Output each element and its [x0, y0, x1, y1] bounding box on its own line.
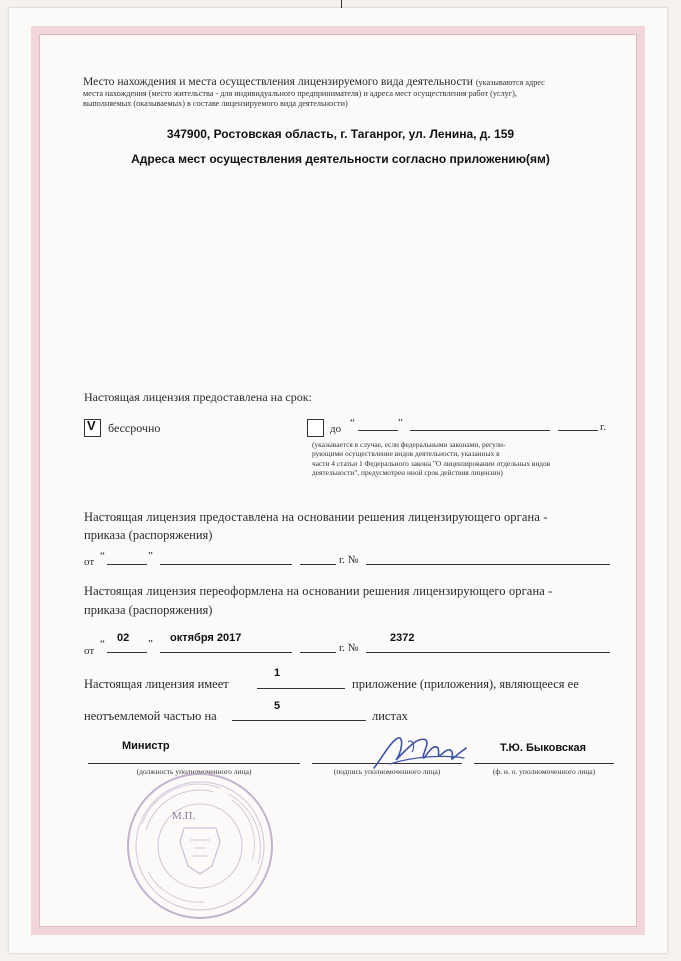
reissue-close-quote: ” [148, 638, 153, 650]
grant-basis-line-2: приказа (распоряжения) [84, 528, 213, 542]
position-line [88, 763, 300, 764]
grant-number-line [366, 564, 610, 565]
grant-close-quote: ” [148, 550, 153, 562]
name-line [474, 763, 614, 764]
signatory-position: Министр [122, 740, 170, 752]
appendix-text-2: приложение (приложения), являющееся ее [352, 677, 579, 691]
appendix-text-3: неотъемлемой частью на [84, 709, 217, 723]
reissue-from-label: от [84, 645, 95, 657]
reissue-month-year: октября 2017 [170, 632, 242, 644]
until-checkbox[interactable] [307, 419, 324, 437]
grant-from-label: от [84, 556, 95, 568]
appendix-count: 1 [274, 667, 281, 679]
term-note [312, 440, 550, 477]
until-month-line [410, 430, 550, 431]
until-day-line [358, 430, 398, 431]
until-year-line [558, 430, 598, 431]
until-year-suffix: г. [600, 421, 607, 433]
indefinite-checkbox[interactable] [84, 419, 101, 437]
term-note-line: рующими осуществление видов деятельности, указанных в [312, 449, 500, 459]
appendix-sheets: 5 [274, 700, 281, 712]
reissue-day: 02 [117, 632, 130, 644]
activity-places: Адреса мест осуществления деятельности согласно приложению(ям) [131, 152, 550, 166]
signature-caption: (подпись уполномоченного лица) [333, 767, 441, 776]
signatory-name: Т.Ю. Быковская [500, 742, 587, 754]
header-line-1 [83, 75, 545, 88]
reissue-day-line [107, 652, 147, 653]
term-note-line: деятельности", предусмотрен иной срок действия лицензии) [312, 467, 503, 477]
grant-open-quote: “ [100, 550, 105, 562]
reissue-open-quote: “ [100, 638, 105, 650]
until-label: до [330, 423, 342, 435]
reissue-number: 2372 [390, 632, 415, 644]
appendix-text-1: Настоящая лицензия имеет [84, 677, 229, 691]
reissue-month-line [160, 652, 292, 653]
header-note: (указываются адрес [475, 78, 545, 87]
header-line-2: места нахождения (место жительства - для индивидуального предпринимателя) и адреса мест осуществления работ (услуг), [83, 89, 517, 98]
reissue-year-line [300, 652, 336, 653]
reissue-number-label: г. № [339, 642, 359, 654]
name-caption: (ф. и. о. уполномоченного лица) [492, 767, 596, 776]
grant-year-line [300, 564, 336, 565]
license-address: 347900, Ростовская область, г. Таганрог, ул. Ленина, д. 159 [166, 127, 515, 141]
grant-day-line [107, 564, 147, 565]
reissue-basis-line-2: приказа (распоряжения) [84, 603, 213, 617]
until-open-quote: “ [350, 417, 355, 429]
license-page [9, 8, 667, 953]
header-title: Место нахождения и места осуществления лицензируемого вида деятельности [83, 75, 473, 88]
grant-month-line [160, 564, 292, 565]
official-seal-icon [124, 770, 276, 922]
until-close-quote: ” [398, 417, 403, 429]
seal-label: М.П. [172, 810, 196, 822]
check-mark-icon: V [87, 418, 96, 433]
position-caption: (должность уполномоченного лица) [136, 767, 252, 776]
indefinite-label: бессрочно [108, 421, 161, 435]
term-heading: Настоящая лицензия предоставлена на срок: [84, 390, 312, 404]
grant-basis-line-1: Настоящая лицензия предоставлена на основании решения лицензирующего органа - [84, 510, 548, 524]
grant-number-label: г. № [339, 554, 359, 566]
appendix-sheets-line [232, 720, 366, 721]
term-note-line: части 4 статьи 1 Федерального закона "О лицензировании отдельных видов [312, 458, 551, 468]
appendix-count-line [257, 688, 345, 689]
handwritten-signature-icon [368, 728, 472, 776]
reissue-number-line [366, 652, 610, 653]
appendix-text-4: листах [372, 709, 408, 723]
term-note-line: (указывается в случае, если федеральными законами, регули- [312, 440, 506, 449]
header-line-3: выполняемых (оказываемых) в составе лицензируемого вида деятельности) [83, 99, 348, 108]
reissue-basis-line-1: Настоящая лицензия переоформлена на основании решения лицензирующего органа - [84, 584, 553, 598]
